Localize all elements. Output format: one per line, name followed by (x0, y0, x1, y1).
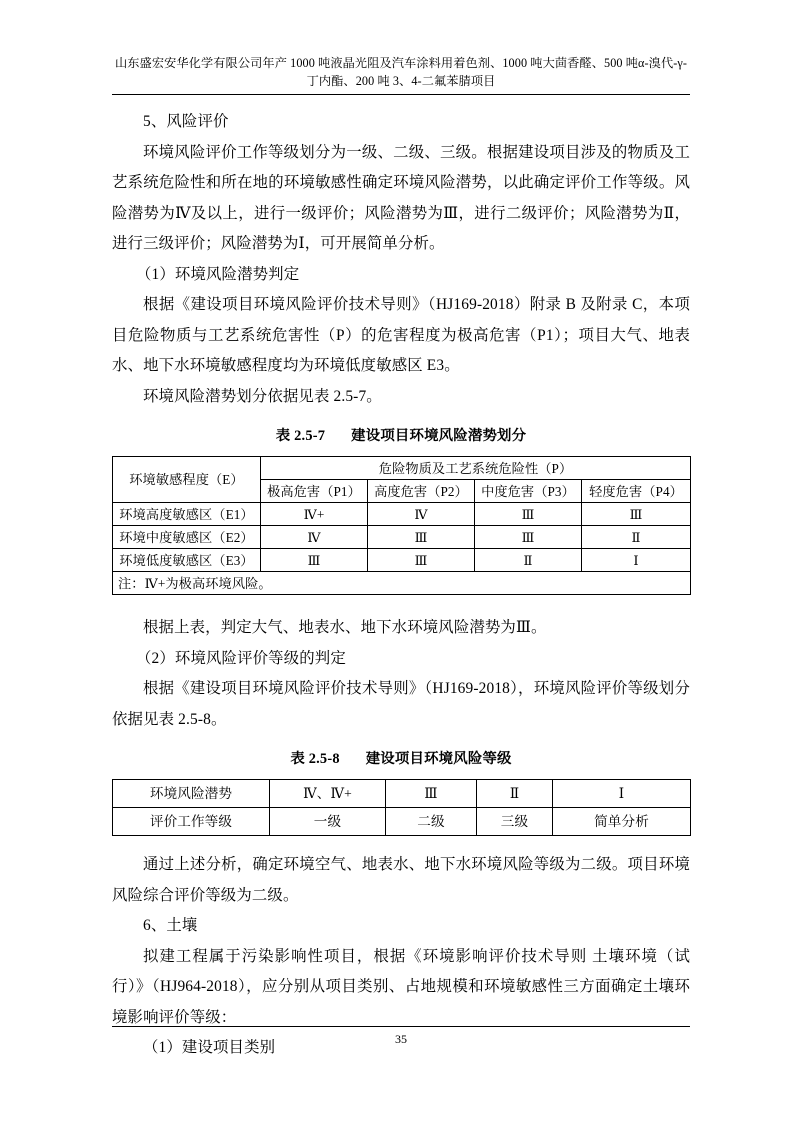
subsection-3-heading: （1）建设项目类别 (143, 1039, 276, 1056)
table-258-caption (112, 745, 690, 773)
paragraph-see-table-258: 根据《建设项目环境风险评价技术导则》（HJ169-2018），环境风险评价等级划分依据见表 2.5-8。 (112, 680, 690, 728)
paragraph-soil-basis: 拟建工程属于污染影响性项目，根据《环境影响评价技术导则 土壤环境（试行）》（HJ964-2018），应分别从项目类别、占地规模和环境敏感性三方面确定土壤环境影响评价等级： (112, 947, 690, 1026)
table-258-cell-potential-3: Ⅱ (477, 780, 553, 808)
paragraph-potential-conclusion: 根据上表，判定大气、地表水、地下水环境风险潜势为Ⅲ。 (143, 619, 547, 636)
table-258-caption-title: 建设项目环境风险等级 (365, 751, 512, 767)
table-257-col-header-p3: 中度危害（P3） (475, 480, 582, 503)
table-258-row-label-grade: 评价工作等级 (113, 808, 270, 836)
table-environmental-risk-potential (112, 456, 691, 595)
table-257-cell-e3-p3: Ⅱ (475, 549, 582, 572)
table-257-caption-number: 表 2.5-7 (275, 428, 326, 444)
table-257-cell-e2-p4: Ⅱ (582, 526, 691, 549)
table-258-cell-potential-4: Ⅰ (553, 780, 691, 808)
table-257-cell-e3-p4: Ⅰ (582, 549, 691, 572)
table-257-group-header: 危险物质及工艺系统危险性（P） (261, 457, 691, 480)
table-258-cell-grade-2: 二级 (386, 808, 477, 836)
subsection-1-heading: （1）环境风险潜势判定 (136, 265, 300, 283)
table-257-col-header-p1: 极高危害（P1） (261, 480, 368, 503)
table-257-cell-e2-p2: Ⅲ (368, 526, 475, 549)
table-258-caption-number: 表 2.5-8 (290, 751, 340, 767)
running-header-line-2: 丁内酯、200 吨 3、4-二氟苯腈项目 (306, 74, 496, 88)
section-5-heading: 5、风险评价 (143, 113, 229, 130)
paragraph-risk-levels: 环境风险评价工作等级划分为一级、二级、三级。根据建设项目涉及的物质及工艺系统危险性和所在地的环境敏感性确定环境风险潜势，以此确定评价工作等级。风险潜势为Ⅳ及以上，进行一级评价；风险潜势为Ⅲ，进行二级评价；风险潜势为Ⅱ，进行三级评价；风险潜势为Ⅰ，可开展简单分析。 (112, 143, 690, 252)
running-header (112, 54, 690, 90)
table-257-col-header-p4: 轻度危害（P4） (582, 480, 691, 503)
table-258-cell-potential-1: Ⅳ、Ⅳ+ (270, 780, 386, 808)
table-257-caption (112, 422, 690, 450)
table-257-cell-e1-p1: Ⅳ+ (261, 503, 368, 526)
table-257-cell-e3-p2: Ⅲ (368, 549, 475, 572)
table-257-row-label-e1: 环境高度敏感区（E1） (113, 503, 261, 526)
table-257-col-header-p2: 高度危害（P2） (368, 480, 475, 503)
running-header-line-1: 山东盛宏安华化学有限公司年产 1000 吨液晶光阻及汽车涂料用着色剂、1000 吨大茴香醛、500 吨α-溴代-γ- (114, 56, 688, 70)
table-257-cell-e1-p4: Ⅲ (582, 503, 691, 526)
table-environmental-risk-grade (112, 779, 691, 836)
table-row (113, 549, 691, 572)
subsection-2-heading: （2）环境风险评价等级的判定 (136, 649, 346, 667)
table-257-cell-e1-p3: Ⅲ (475, 503, 582, 526)
table-258-cell-grade-3: 三级 (477, 808, 553, 836)
table-257-caption-title: 建设项目环境风险潜势划分 (351, 428, 527, 444)
table-257-cell-e2-p1: Ⅳ (261, 526, 368, 549)
paragraph-see-table-257: 环境风险潜势划分依据见表 2.5-7。 (143, 387, 382, 405)
section-6-heading: 6、土壤 (143, 917, 198, 934)
table-row-note (113, 572, 691, 595)
table-258-cell-potential-2: Ⅲ (386, 780, 477, 808)
table-257-row-label-e3: 环境低度敏感区（E3） (113, 549, 261, 572)
page-number: 35 (395, 1032, 407, 1046)
table-row-header-group (113, 457, 691, 480)
table-row (113, 503, 691, 526)
table-258-cell-grade-4: 简单分析 (553, 808, 691, 836)
table-257-cell-e2-p3: Ⅲ (475, 526, 582, 549)
page-footer (112, 1026, 690, 1049)
table-257-corner-header: 环境敏感程度（E） (113, 457, 261, 503)
table-257-cell-e3-p1: Ⅲ (261, 549, 368, 572)
paragraph-final-grade: 通过上述分析，确定环境空气、地表水、地下水环境风险等级为二级。项目环境风险综合评价等级为二级。 (112, 856, 690, 904)
paragraph-hazard-basis: 根据《建设项目环境风险评价技术导则》（HJ169-2018）附录 B 及附录 C，本项目危险物质与工艺系统危害性（P）的危害程度为极高危害（P1）；项目大气、地表水、地下水环境敏感程度均为环境低度敏感区 E3。 (112, 296, 690, 374)
table-257-row-label-e2: 环境中度敏感区（E2） (113, 526, 261, 549)
table-row (113, 526, 691, 549)
table-row (113, 780, 691, 808)
table-257-note: 注：Ⅳ+为极高环境风险。 (113, 572, 691, 595)
table-258-row-label-potential: 环境风险潜势 (113, 780, 270, 808)
table-257-cell-e1-p2: Ⅳ (368, 503, 475, 526)
table-258-cell-grade-1: 一级 (270, 808, 386, 836)
page-content (112, 54, 690, 1064)
table-row (113, 808, 691, 836)
